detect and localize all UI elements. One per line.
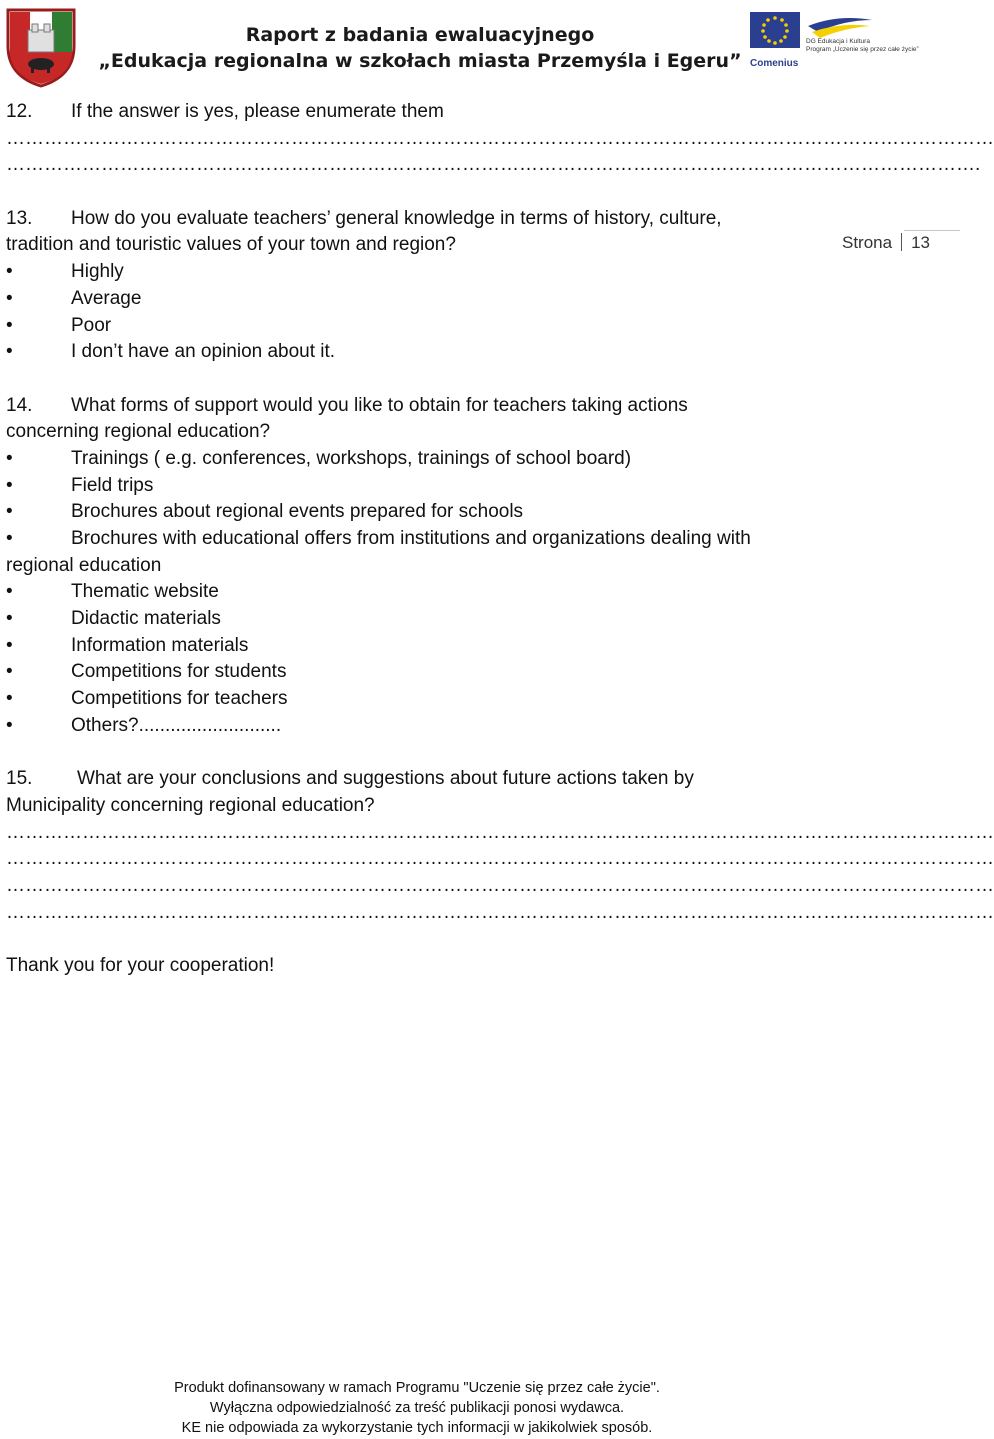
page-number-separator — [901, 233, 902, 251]
option-label: Field trips — [71, 474, 154, 496]
page-label: Strona — [842, 233, 893, 252]
bullet-icon: • — [6, 501, 13, 523]
question-text: What are your conclusions and suggestions about future actions taken by — [77, 768, 694, 790]
answer-dotted-line: ………………………………………………………………………………………………………………………………………… — [6, 874, 994, 896]
option-label-cont: regional education — [6, 554, 162, 576]
report-title — [0, 22, 840, 74]
option-label: Trainings ( e.g. conferences, workshops, trainings of school board) — [71, 447, 632, 469]
option-item — [6, 606, 826, 633]
question-text-cont: concerning regional education? — [6, 421, 271, 443]
option-item — [6, 446, 826, 473]
bullet-icon: • — [6, 714, 13, 736]
option-label: Thematic website — [71, 581, 219, 603]
answer-dotted-line: ………………………………………………………………………………………………………………………………………… — [6, 821, 994, 843]
footer-line2: Wyłączna odpowiedzialność za treść publikacji ponosi wydawca. — [209, 1400, 625, 1416]
bullet-icon: • — [6, 474, 13, 496]
footer-line1: Produkt dofinansowany w ramach Programu "Uczenie się przez całe życie". — [174, 1380, 660, 1396]
bullet-icon: • — [6, 634, 13, 656]
page-number — [842, 233, 930, 253]
question-12 — [6, 99, 826, 126]
bullet-icon: • — [6, 287, 13, 309]
bullet-icon: • — [6, 341, 13, 363]
question-15 — [6, 766, 826, 793]
option-item — [6, 686, 826, 713]
question-text-cont: Municipality concerning regional education? — [6, 794, 375, 816]
bullet-icon: • — [6, 261, 13, 283]
option-label: Competitions for students — [71, 661, 287, 683]
option-item — [6, 473, 826, 500]
bullet-icon: • — [6, 528, 13, 549]
question-text: How do you evaluate teachers’ general knowledge in terms of history, culture, — [71, 207, 722, 229]
option-item — [6, 659, 826, 686]
option-item — [6, 499, 826, 526]
eu-program-line2: Program „Uczenie się przez całe życie” — [806, 46, 919, 53]
bullet-icon: • — [6, 661, 13, 683]
answer-dotted-line: ………………………………………………………………………………………………………………………………………. — [6, 154, 981, 176]
option-label: Highly — [71, 261, 124, 283]
option-item — [6, 286, 826, 313]
eu-program-text — [806, 38, 919, 54]
answer-dotted-line: ………………………………………………………………………………………………………………………………………… — [6, 848, 994, 870]
comenius-label: Comenius — [750, 58, 799, 69]
option-item — [6, 713, 826, 740]
question-text-cont: tradition and touristic values of your town and region? — [6, 234, 456, 256]
footer-line3: KE nie odpowiada za wykorzystanie tych informacji w jakikolwiek sposób. — [181, 1420, 653, 1436]
answer-dotted-line: ………………………………………………………………………………………………………………………………………… — [6, 901, 994, 923]
option-label: Information materials — [71, 634, 249, 656]
report-title-line2: „Edukacja regionalna w szkołach miasta Przemyśla i Egeru” — [98, 50, 742, 72]
question-number: 13. — [6, 207, 33, 229]
bullet-icon: • — [6, 314, 13, 336]
eu-program-line1: DG Edukacja i Kultura — [806, 38, 870, 45]
question-number: 14. — [6, 394, 33, 416]
option-item — [6, 526, 826, 553]
option-label: Competitions for teachers — [71, 688, 288, 710]
option-label: Didactic materials — [71, 608, 221, 630]
question-number: 12. — [6, 101, 33, 122]
bullet-icon: • — [6, 688, 13, 710]
question-14 — [6, 393, 826, 420]
funding-footer — [0, 1378, 834, 1438]
option-item — [6, 339, 826, 366]
option-item — [6, 633, 826, 660]
question-text: What forms of support would you like to obtain for teachers taking actions — [71, 394, 688, 416]
page-number-rule — [904, 230, 960, 231]
bullet-icon: • — [6, 447, 13, 469]
option-label: Brochures with educational offers from institutions and organizations dealing with — [71, 528, 751, 549]
bullet-icon: • — [6, 581, 13, 603]
page-number-value: 13 — [911, 233, 931, 252]
bullet-icon: • — [6, 608, 13, 630]
option-item — [6, 579, 826, 606]
question-text: If the answer is yes, please enumerate them — [71, 101, 444, 122]
question-13 — [6, 206, 826, 233]
option-label: Brochures about regional events prepared for schools — [71, 501, 524, 523]
option-label: Average — [71, 287, 142, 309]
closing-text: Thank you for your cooperation! — [6, 955, 275, 976]
option-label: Others?........................... — [71, 714, 282, 736]
option-label: I don’t have an opinion about it. — [71, 341, 336, 363]
option-item — [6, 313, 826, 340]
report-title-line1: Raport z badania ewaluacyjnego — [245, 24, 595, 46]
option-label: Poor — [71, 314, 112, 336]
question-number: 15. — [6, 768, 33, 790]
answer-dotted-line: ………………………………………………………………………………………………………………………………………… — [6, 127, 994, 149]
option-item — [6, 259, 826, 286]
